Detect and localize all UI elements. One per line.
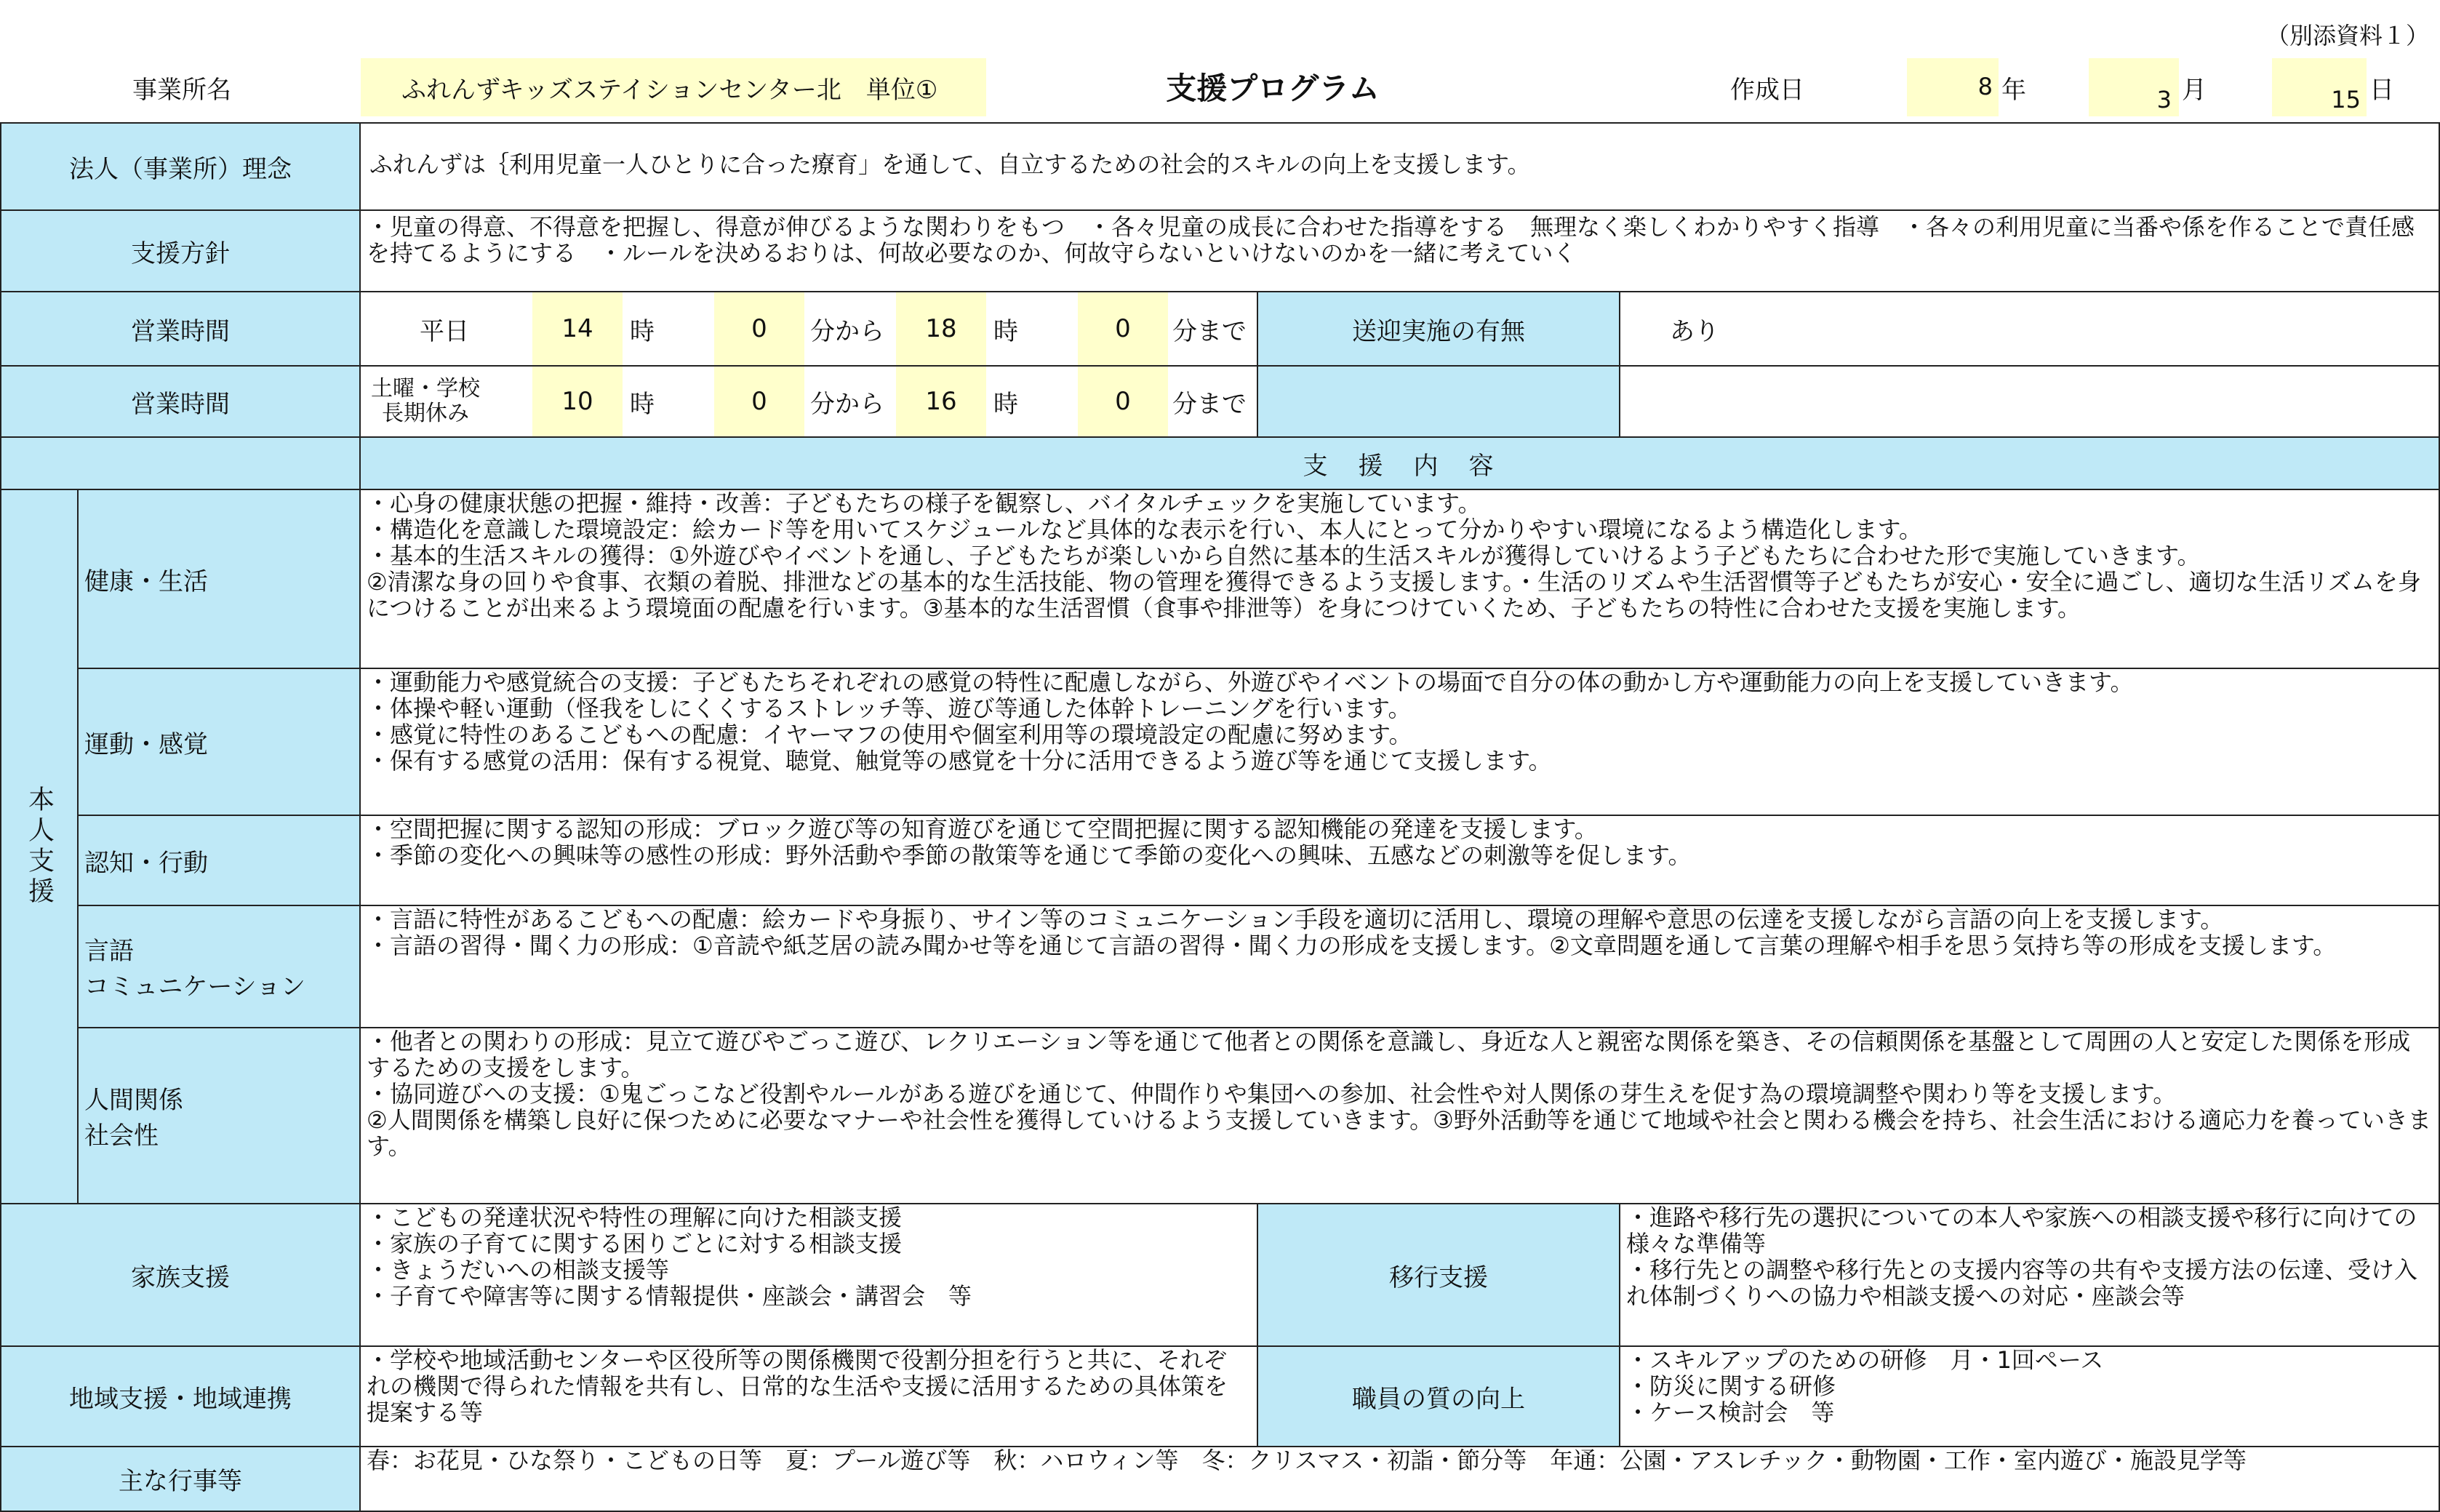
section-cognition-label: 認知・行動 [77, 815, 361, 906]
weekend-end-hour: 16 [896, 367, 986, 436]
support-header-left [0, 436, 361, 490]
weekend-hour-unit: 時 [630, 389, 655, 419]
events-cell [359, 1446, 2440, 1512]
office-name: ふれんずキッズステイションセンター北 単位① [361, 58, 986, 116]
transport-value: あり [1670, 316, 1719, 346]
family-label: 家族支援 [0, 1203, 361, 1347]
hours-weekend-label: 営業時間 [0, 365, 361, 438]
section-health-text: ・心身の健康状態の把握・維持・改善：子どもたちの様子を観察し、バイタルチェックを実施しています。 ・構造化を意識した環境設定：絵カード等を用いてスケジュールなど具体的な表示を行い、本人にとって分かりやすい環境になるよう構造化します。 ・基本的生活スキルの獲得：①外遊びやイベントを通し、子どもたちが楽しいから自然に基本的生活スキルが獲得していけるよう子どもたちに合わせた形で実施していきます。 ②清潔な身の回りや食事、衣類の着脱、排泄などの基本的な生活技能、物の管理を獲得できるよう支援します。・生活のリズムや生活習慣等子どもたちが安心・安全に過ごし、適切な生活リズムを身につけることが出来るよう環境面の配慮を行います。③基本的な生活習慣（食事や排泄等）を身につけていくため、子どもたちの特性に合わせた支援を実施します。 [367, 489, 2421, 622]
section-language-text: ・言語に特性があるこどもへの配慮：絵カードや身振り、サイン等のコミュニケーション手段を適切に活用し、環境の理解や意思の伝達を支援しながら言語の向上を支援します。 ・言語の習得・聞く力の形成：①音読や紙芝居の読み聞かせ等を通じて言語の習得・聞く力の形成を支援します。②文章問題を通して言葉の理解や相手を思う気持ち等の形成を支援します。 [367, 905, 2337, 959]
weekend-start-hour: 10 [532, 367, 623, 436]
section-motor-label: 運動・感覚 [77, 668, 361, 816]
philosophy-text: ふれんずは｛利用児童一人ひとりに合った療育」を通して、自立するための社会的スキルの向上を支援します。 [369, 151, 1531, 178]
created-label: 作成日 [1730, 75, 1804, 105]
office-label: 事業所名 [132, 75, 231, 105]
transport-blank-cell [1619, 365, 2440, 438]
created-month [2089, 58, 2179, 116]
month-unit: 月 [2182, 75, 2207, 105]
community-cell [359, 1345, 1258, 1447]
weekday-end-hour-unit: 時 [993, 316, 1018, 346]
hours-weekend-cell [359, 365, 1258, 438]
weekday-start-min: 0 [714, 292, 804, 365]
page-title: 支援プログラム [1166, 71, 1380, 106]
transition-label: 移行支援 [1257, 1203, 1620, 1347]
policy-cell [359, 209, 2440, 292]
created-year-value: 8 [1977, 73, 1993, 100]
section-health-cell [359, 489, 2440, 669]
transition-text: ・進路や移行先の選択についての本人や家族への相談支援や移行に向けての様々な準備等 ・移行先との調整や移行先との支援内容等の共有や支援方法の伝達、受け入れ体制づくりへの協力や相談支援への対応・座談会等 [1626, 1204, 2418, 1310]
section-language-cell [359, 905, 2440, 1028]
day-unit: 日 [2369, 75, 2394, 105]
weekend-end-hour-unit: 時 [993, 389, 1018, 419]
philosophy-label: 法人（事業所）理念 [0, 122, 361, 211]
weekend-start-min: 0 [714, 367, 804, 436]
created-day [2272, 58, 2367, 116]
hours-weekday-cell [359, 291, 1258, 367]
community-label: 地域支援・地域連携 [0, 1345, 361, 1447]
section-language-label: 言語 コミュニケーション [77, 905, 361, 1028]
weekday-end-min: 0 [1078, 292, 1168, 365]
weekday-hour-unit: 時 [630, 316, 655, 346]
weekday-end-hour: 18 [896, 292, 986, 365]
section-social-cell [359, 1027, 2440, 1204]
appendix-note: （別添資料１） [2265, 22, 2429, 49]
section-cognition-cell [359, 815, 2440, 906]
weekend-end-min: 0 [1078, 367, 1168, 436]
weekday-type: 平日 [420, 316, 469, 346]
hours-weekday-label: 営業時間 [0, 291, 361, 367]
staff-label: 職員の質の向上 [1257, 1345, 1620, 1447]
section-health-label: 健康・生活 [77, 489, 361, 669]
policy-label: 支援方針 [0, 209, 361, 292]
community-text: ・学校や地域活動センターや区役所等の関係機関で役割分担を行うと共に、それぞれの機関で得られた情報を共有し、日常的な生活や支援に活用するための具体策を提案する等 [367, 1346, 1228, 1426]
transport-cell [1619, 291, 2440, 367]
events-label: 主な行事等 [0, 1446, 361, 1512]
family-text: ・こどもの発達状況や特性の理解に向けた相談支援 ・家族の子育てに関する困りごとに対する相談支援 ・きょうだいへの相談支援等 ・子育てや障害等に関する情報提供・座談会・講習会 等 [367, 1204, 972, 1310]
staff-cell [1619, 1345, 2440, 1447]
created-year [1907, 58, 1999, 116]
family-cell [359, 1203, 1258, 1347]
section-cognition-text: ・空間把握に関する認知の形成：ブロック遊び等の知育遊びを通じて空間把握に関する認知機能の発達を支援します。 ・季節の変化への興味等の感性の形成：野外活動や季節の散策等を通じて季節の変化への興味、五感などの刺激等を促します。 [367, 815, 1692, 869]
self-support-label: 本人支援 [0, 489, 79, 1204]
created-day-value: 15 [2331, 86, 2361, 113]
year-unit: 年 [2001, 75, 2026, 105]
weekend-until-unit: 分まで [1172, 389, 1247, 419]
support-header: 支 援 内 容 [359, 436, 2440, 490]
weekday-until-unit: 分まで [1172, 316, 1247, 346]
philosophy-cell [359, 122, 2440, 211]
policy-text: ・児童の得意、不得意を把握し、得意が伸びるような関わりをもつ ・各々児童の成長に合わせた指導をする 無理なく楽しくわかりやすく指導 ・各々の利用児童に当番や係を作ることで責任感を持てるようにする ・ルールを決めるおりは、何故必要なのか、何故守らないといけないのかを一緒に考えていく [367, 213, 2415, 267]
staff-text: ・スキルアップのための研修 月・1回ペース ・防災に関する研修 ・ケース検討会 等 [1626, 1346, 2104, 1426]
section-social-label: 人間関係 社会性 [77, 1027, 361, 1204]
transport-blank-label [1257, 365, 1620, 438]
events-text: 春：お花見・ひな祭り・こどもの日等 夏：プール遊び等 秋：ハロウィン等 冬：クリスマス・初詣・節分等 年通：公園・アスレチック・動物園・工作・室内遊び・施設見学等 [367, 1447, 2247, 1474]
section-social-text: ・他者との関わりの形成：見立て遊びやごっこ遊び、レクリエーション等を通じて他者との関係を意識し、身近な人と親密な関係を築き、その信頼関係を基盤として周囲の人と安定した関係を形成するための支援をします。 ・協同遊びへの支援：①鬼ごっこなど役割やルールがある遊びを通じて、仲間作りや集団への参加、社会性や対人関係の芽生えを促す為の環境調整や関わり等を支援します。 ②人間関係を構築し良好に保つために必要なマナーや社会性を獲得していけるよう支援していきます。③野外活動等を通じて地域や社会と関わる機会を持ち、社会生活における適応力を養っていきます。 [367, 1028, 2431, 1160]
transport-label: 送迎実施の有無 [1257, 291, 1620, 367]
weekend-from-unit: 分から [810, 389, 884, 419]
created-month-value: 3 [2156, 86, 2172, 113]
section-motor-text: ・運動能力や感覚統合の支援：子どもたちそれぞれの感覚の特性に配慮しながら、外遊びやイベントの場面で自分の体の動かし方や運動能力の向上を支援していきます。 ・体操や軽い運動（怪我をしにくくするストレッチ等、遊び等通した体幹トレーニングを行います。 ・感覚に特性のあるこどもへの配慮：イヤーマフの使用や個室利用等の環境設定の配慮に努めます。 ・保有する感覚の活用：保有する視覚、聴覚、触覚等の感覚を十分に活用できるよう遊び等を通じて支援します。 [367, 668, 2134, 775]
weekday-start-hour: 14 [532, 292, 623, 365]
section-motor-cell [359, 668, 2440, 816]
weekend-type: 土曜・学校長期休み [371, 376, 480, 426]
transition-cell [1619, 1203, 2440, 1347]
weekday-from-unit: 分から [810, 316, 884, 346]
